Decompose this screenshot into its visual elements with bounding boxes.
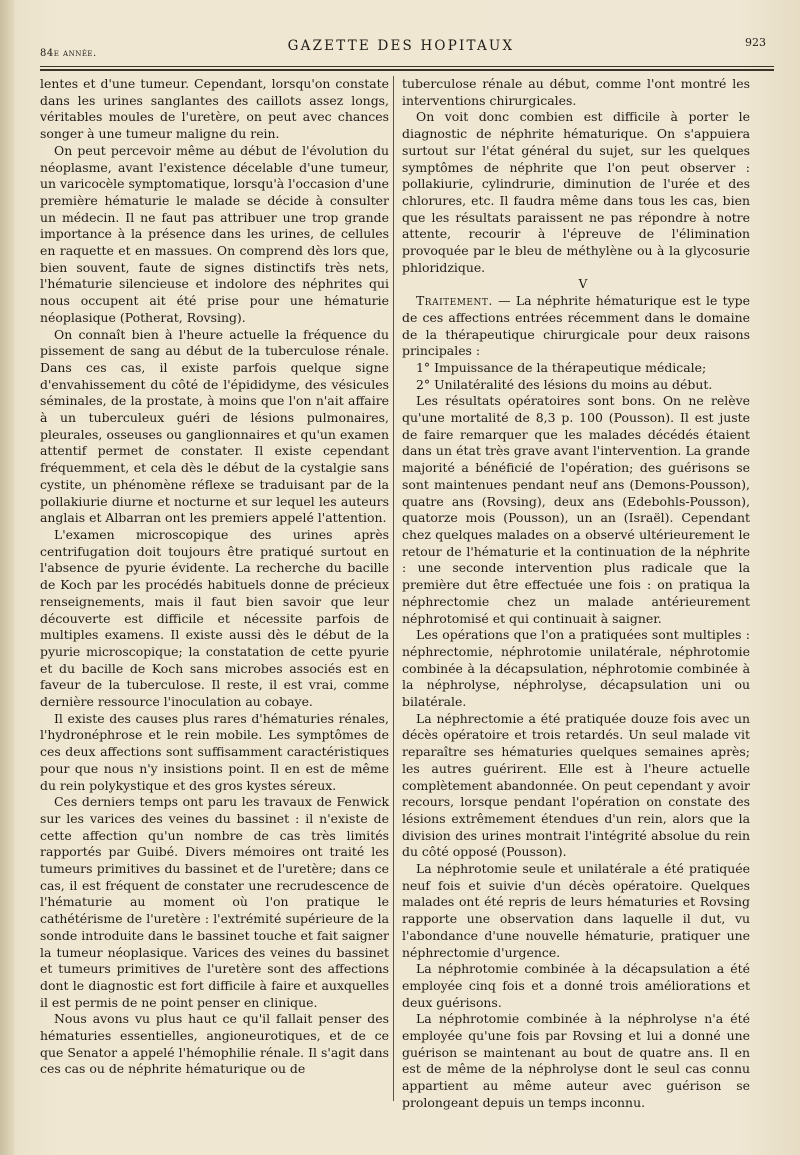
paragraph: La néphrotomie combinée à la décapsulation a été employée cinq fois et a donné trois améliorations et deux guérisons. [402, 961, 750, 1010]
paragraph: Il existe des causes plus rares d'hématuries rénales, l'hydronéphrose et le rein mobile. Les symptômes de ces deux affections sont suffisamment caractéristiques pour que nous n'y insistions point. Il en est de même du rein polykystique et des gros kystes séreux. [40, 710, 389, 793]
section-intro: — La néphrite hématurique est le type de ces affections entrées récemment dans le domaine de la thérapeutique chirurgicale pour deux raisons principales : [402, 293, 750, 359]
list-item: 2° Unilatéralité des lésions du moins au début. [416, 376, 713, 392]
list-item: 1° Impuissance de la thérapeutique médicale; [416, 359, 707, 375]
page-binding-edge [0, 0, 14, 1155]
paragraph: La néphrotomie combinée à la néphrolyse n'a été employée qu'une fois par Rovsing et lui a donné une guérison se maintenant au bout de quatre ans. Il en est de même de la néphrolyse dont le seul cas connu appartient au même auteur avec guérison se prolongeant depuis un temps inconnu. [402, 1011, 750, 1110]
running-header [28, 34, 774, 68]
paragraph: lentes et d'une tumeur. Cependant, lorsqu'on constate dans les urines sanglantes des caillots assez longs, véritables moules de l'uretère, on peut avec chances songer à une tumeur maligne du rein. [40, 76, 389, 142]
paragraph: La néphrotomie seule et unilatérale a été pratiquée neuf fois et suivie d'un décès opératoire. Quelques malades ont été repris de leurs hématuries et Rovsing rapporte une observation dans laquelle il dut, vu l'abondance d'une nouvelle hématurie, pratiquer une néphrectomie d'urgence. [402, 861, 750, 960]
paragraph: L'examen microscopique des urines après centrifugation doit toujours être pratiqué surtout en l'absence de pyurie évidente. La recherche du bacille de Koch par les procédés habituels donne de précieux renseignements, mais il faut bien savoir que leur découverte est difficile et nécessite parfois de multiples examens. Il existe aussi dès le début de la pyurie microscopique; la constatation de cette pyurie et du bacille de Koch sans microbes associés est en faveur de la tuberculose. Il reste, il est vrai, comme dernière ressource l'inoculation au cobaye. [40, 526, 389, 710]
right-column [402, 76, 750, 1112]
paragraph: tuberculose rénale au début, comme l'ont montré les interventions chirurgicales. [402, 76, 750, 108]
left-column [40, 76, 389, 1078]
paragraph: Les résultats opératoires sont bons. On ne relève qu'une mortalité de 8,3 p. 100 (Pousson). Il est juste de faire remarquer que les malades décédés étaient dans un état très grave avant l'intervention. La grande majorité a bénéficié de l'opération; des guérisons se sont maintenues pendant neuf ans (Demons-Pousson), quatre ans (Rovsing), deux ans (Edebohls-Pousson), quatorze mois (Pousson), un an (Israël). Cependant chez quelques malades on a observé ultérieurement le retour de l'hématurie et la continuation de la néphrite : une seconde intervention plus radicale que la première dut être effectuée une fois : on pratiqua la néphrectomie chez un malade antérieurement néphrotomisé et qui continuait à saigner. [402, 393, 750, 626]
header-rule-thick [40, 69, 774, 71]
paragraph: Ces derniers temps ont paru les travaux de Fenwick sur les varices des veines du bassinet : il n'existe de cette affection qu'un nombre de cas très limités rapportés par Guibé. Divers mémoires ont traité les tumeurs primitives du bassinet et de l'uretère; dans ce cas, il est fréquent de constater une recrudescence de l'hématurie au moment où l'on pratique le cathétérisme de l'uretère : l'extrémité supérieure de la sonde introduite dans le bassinet touche et fait saigner la tumeur néoplasique. Varices des veines du bassinet et tumeurs primitives de l'uretère sont des affections dont le diagnostic est fort difficile à faire et auxquelles il est permis de ne point penser en clinique. [40, 794, 389, 1010]
paragraph: On voit donc combien est difficile à porter le diagnostic de néphrite hématurique. On s'appuiera surtout sur l'état général du sujet, sur les quelques symptômes de néphrite que l'on peut observer : pollakiurie, cylindrurie, diminution de l'urée et des chlorures, etc. Il faudra même dans tous les cas, bien que les résultats paraissent ne pas répondre à notre attente, recourir à l'épreuve de l'élimination provoquée par le bleu de méthylène ou à la glycosurie phloridzique. [402, 109, 750, 275]
paragraph: On connaît bien à l'heure actuelle la fréquence du pissement de sang au début de la tuberculose rénale. Dans ces cas, il existe parfois quelque signe d'envahissement du côté de l'épididyme, des vésicules séminales, de la prostate, à moins que l'on n'ait affaire à un tuberculeux guéri de lésions pulmonaires, pleurales, osseuses ou ganglionnaires et qu'un examen attentif permet de constater. Il existe cependant fréquemment, et cela dès le début de la cystalgie sans cystite, un phénomène réflexe se traduisant par de la pollakiurie diurne et nocturne et sur lequel les auteurs anglais et Albarran ont les premiers appelé l'attention. [40, 326, 389, 526]
journal-title: GAZETTE DES HOPITAUX [287, 38, 515, 54]
paragraph: Les opérations que l'on a pratiquées sont multiples : néphrectomie, néphrotomie unilatérale, néphrotomie combinée à la décapsulation, néphrotomie combinée à la néphrolyse, néphrolyse, décapsulation uni ou bilatérale. [402, 627, 750, 710]
paragraph: Nous avons vu plus haut ce qu'il fallait penser des hématuries essentielles, angioneurotiques, et de ce que Senator a appelé l'hémophilie rénale. Il s'agit dans ces cas ou de néphrite hématurique ou de [40, 1011, 389, 1077]
column-divider [393, 76, 394, 1101]
header-rule-thin [40, 66, 774, 67]
volume-year: 84e année. [40, 48, 97, 59]
section-heading: Traitement. [416, 293, 493, 309]
section-heading-paragraph [402, 293, 750, 360]
paragraph: On peut percevoir même au début de l'évolution du néoplasme, avant l'existence décelable d'une tumeur, un varicocèle symptomatique, lorsqu'à l'occasion d'une première hématurie le malade se décide à consulter un médecin. Il ne faut pas attribuer une trop grande importance à la présence dans les urines, de cellules en raquette et en massues. On comprend dès lors que, bien souvent, faute de signes distinctifs très nets, l'hématurie silencieuse et indolore des néphrites qui nous occupent ait été prise pour une hématurie néoplasique (Potherat, Rovsing). [40, 142, 389, 325]
section-number: V [578, 277, 588, 292]
page-number: 923 [745, 36, 766, 49]
paragraph: La néphrectomie a été pratiquée douze fois avec un décès opératoire et trois retardés. Un seul malade vit reparaître ses hématuries quelques semaines après; les autres guérirent. Elle est à l'heure actuelle complètement abandonnée. On peut cependant y avoir recours, lorsque pendant l'opération on constate des lésions extrêmement étendues d'un rein, alors que la division des urines montrait l'intégrité absolue du rein du côté opposé (Pousson). [402, 710, 750, 860]
